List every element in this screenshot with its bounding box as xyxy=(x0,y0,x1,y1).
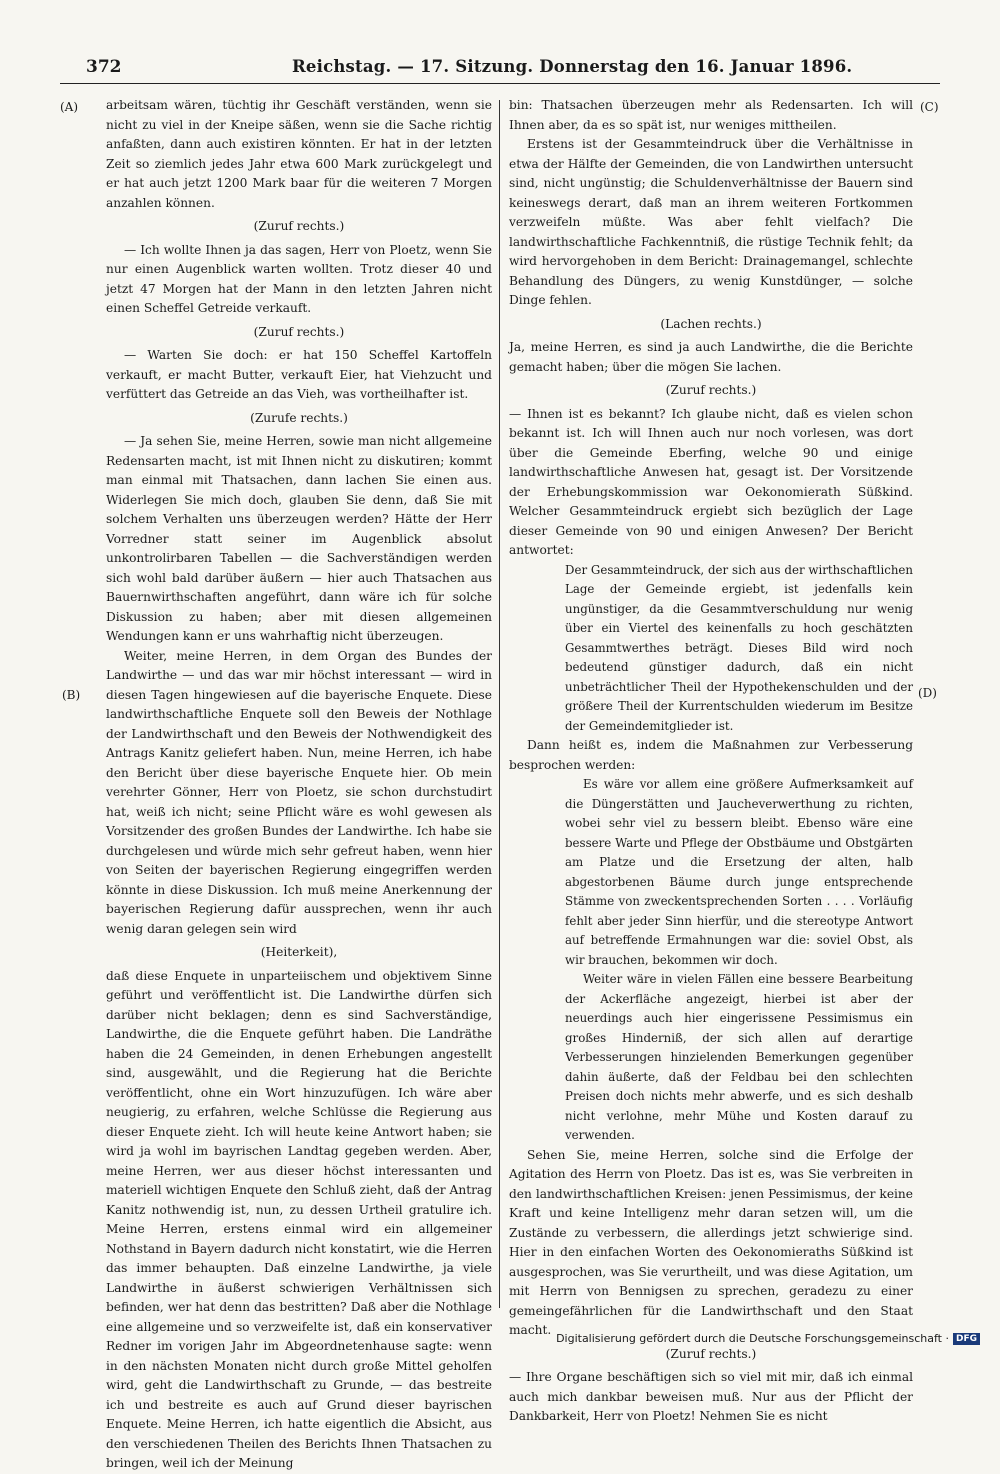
paragraph: Weiter, meine Herren, in dem Organ des Bundes der Landwirthe — und das war mir höchst interessant — wird in diesen Tagen hingewiesen auf die bayerische Enquete. Diese landwirthschaftliche Enquete soll den Beweis der Nothlage der Landwirthschaft und den Beweis der Nothwendigkeit des Antrags Kanitz geliefert haben. Nun, meine Herren, ich habe den Bericht über diese bayerische Enquete hier. Ob mein verehrter Gönner, Herr von Ploetz, sie schon durchstudirt hat, weiß ich nicht; seine Pflicht wäre es wohl gewesen als Vorsitzender des großen Bundes der Landwirthe. Ich habe sie durchgelesen und würde mich sehr gefreut haben, wenn hier von Seiten der bayerischen Regierung eingegriffen werden könnte in diese Diskussion. Ich muß meine Anerkennung der bayerischen Regierung dafür aussprechen, wenn ihr auch wenig daran gelegen sein wird xyxy=(106,648,492,936)
margin-marker-d: (D) xyxy=(918,686,937,700)
footer-text: Digitalisierung gefördert durch die Deutsche Forschungsgemeinschaft · xyxy=(556,1332,949,1345)
paragraph: — Warten Sie doch: er hat 150 Scheffel Kartoffeln verkauft, er macht Butter, verkauft Eier, hat Viehzucht und verfüttert das Getreide an das Vieh, was vortheilhafter ist. xyxy=(106,348,492,401)
paragraph: daß diese Enquete in unparteiischem und objektivem Sinne geführt und veröffentlicht ist. Die Landwirthe dürfen sich darüber nicht beklagen; denn es sind Sachverständige, Landwirthe, die die Enquete geführt haben. Die Landräthe haben die 24 Gemeinden, in denen Erhebungen angestellt sind, ausgewählt, und die Regierung hat die Berichte veröffentlicht, ohne ein Wort hinzuzufügen. Ich wäre aber neugierig, zu erfahren, welche Schlüsse die Regierung aus dieser Enquete zieht. Ich will heute keine Antwort haben; sie wird ja wohl im bayrischen Landtag gegeben werden. Aber, meine Herren, wer aus dieser höchst interessanten und materiell wichtigen Enquete den Schluß zieht, daß der Antrag Kanitz nothwendig ist, nun, zu dessen Urtheil gratulire ich. Meine Herren, erstens einmal wird ein allgemeiner Nothstand in Bayern dadurch nicht konstatirt, wie die Herren das immer behaupten. Daß einzelne Landwirthe, ja viele Landwirthe in äußerst schwierigen Verhältnissen sich befinden, wer hat denn das bestritten? Daß aber die Nothlage eine allgemeine und so verzweifelte ist, daß ein konservativer Redner im vorigen Jahr im Abgeordnetenhause sagte: wenn in den nächsten Monaten nicht durch große Mittel geholfen wird, geht die Landwirthschaft zu Grunde, — das bestreite ich und bestreite es auch auf Grund dieser bayrischen Enquete. Meine Herren, ich hatte eigentlich die Absicht, aus den verschiedenen Theilen des Berichts Ihnen Thatsachen zu bringen, weil ich der Meinung xyxy=(106,968,492,1470)
quoted-passage: Der Gesammteindruck, der sich aus der wirthschaftlichen Lage der Gemeinde ergiebt, ist jedenfalls kein ungünstiger, da die Gesammtverschuldung nur wenig über ein Viertel des keinenfalls zu hoch geschätzten Gesammtwerthes beträgt. Dieses Bild wird noch bedeutend günstiger dadurch, daß ein nicht unbeträchtlicher Theil der Hypothekenschulden und der größere Theil der Kurrentschulden wiederum im Besitze der Gemeindemitglieder ist. xyxy=(565,562,913,733)
interjection: (Zuruf rechts.) xyxy=(665,383,757,397)
margin-marker-c: (C) xyxy=(920,100,939,114)
margin-marker-b: (B) xyxy=(62,688,81,702)
interjection: (Zuruf rechts.) xyxy=(665,1346,757,1361)
paragraph: — Ich wollte Ihnen ja das sagen, Herr von Ploetz, wenn Sie nur einen Augenblick warten wollten. Trotz dieser 40 und jetzt 47 Morgen hat der Mann in den letzten Jahren nicht einen Scheffel Getreide verkauft. xyxy=(106,242,492,315)
footer-credit xyxy=(556,1332,980,1345)
left-column xyxy=(106,96,492,1474)
running-title: Reichstag. — 17. Sitzung. Donnerstag den 16. Januar 1896. xyxy=(292,57,853,76)
dfg-logo: DFG xyxy=(953,1333,980,1345)
interjection: (Heiterkeit), xyxy=(260,945,338,959)
paragraph: Ja, meine Herren, es sind ja auch Landwirthe, die die Berichte gemacht haben; über die mögen Sie lachen. xyxy=(509,340,913,374)
paragraph: Sehen Sie, meine Herren, solche sind die Erfolge der Agitation des Herrn von Ploetz. Das ist es, was Sie verbreiten in den landwirthschaftlichen Kreisen: jenen Pessimismus, der keine Kraft und keine Intelligenz mehr daran setzen will, um die Zustände zu verbessern, die allerdings jetzt schwierige sind. Hier in den einfachen Worten des Oekonomieraths Süßkind ist ausgesprochen, was Sie verurtheilt, und was diese Agitation, um mit Herrn von Bennigsen zu sprechen, geradezu zu einer gemeingefährlichen für die Landwirthschaft und den Staat macht. xyxy=(509,1147,913,1337)
paragraph: — Ihre Organe beschäftigen sich so viel mit mir, daß ich einmal auch mich dankbar beweisen muß. Nur aus der Pflicht der Dankbarkeit, Herr von Ploetz! Nehmen Sie es nicht xyxy=(509,1370,913,1423)
interjection: (Zuruf rechts.) xyxy=(253,219,345,233)
paragraph: Dann heißt es, indem die Maßnahmen zur Verbesserung besprochen werden: xyxy=(509,738,913,772)
paragraph: — Ja sehen Sie, meine Herren, sowie man nicht allgemeine Redensarten macht, ist mit Ihnen nicht zu diskutiren; kommt man einmal mit Thatsachen, dann lachen Sie einen aus. Widerlegen Sie mich doch, glauben Sie denn, daß Sie mit solchem Verhalten uns überzeugen werden? Hätte der Herr Vorredner statt seiner im Augenblick absolut unkontrolirbaren Tabellen — die Sachverständigen werden sich wohl bald darüber äußern — hier auch Thatsachen aus Bauernwirthschaften angeführt, dann wäre ich für solche Diskussion zu haben; aber mit diesen allgemeinen Wendungen kann er uns wahrhaftig nicht überzeugen. xyxy=(106,434,492,643)
quoted-passage: Es wäre vor allem eine größere Aufmerksamkeit auf die Düngerstätten und Jaucheverwerthung zu richten, wobei sehr viel zu bessern bleibt. Ebenso wäre eine bessere Warte und Pflege der Obstbäume und Obstgärten am Platze und die Ersetzung der alten, halb abgestorbenen Bäume durch junge entsprechende Stämme von zweckentsprechenden Sorten . . . . Vorläufig fehlt aber jeder Sinn hierfür, und die stereotype Antwort auf betreffende Ermahnungen war die: soviel Obst, als wir brauchen, bekommen wir doch. xyxy=(565,777,913,967)
paragraph: bin: Thatsachen überzeugen mehr als Redensarten. Ich will Ihnen aber, da es so spät ist, nur weniges mittheilen. xyxy=(509,98,913,132)
paragraph: arbeitsam wären, tüchtig ihr Geschäft verständen, wenn sie nicht zu viel in der Kneipe säßen, wenn sie die Sache richtig anfaßten, dann auch existiren könnten. Er hat in der letzten Zeit so ziemlich jedes Jahr etwa 600 Mark zurückgelegt und er hat auch jetzt 1200 Mark baar für die weiteren 7 Morgen anzahlen können. xyxy=(106,98,492,210)
interjection: (Zuruf rechts.) xyxy=(253,324,345,339)
interjection: (Zurufe rechts.) xyxy=(250,410,348,425)
page-number: 372 xyxy=(86,57,122,77)
right-column xyxy=(509,96,913,1427)
column-divider xyxy=(499,100,500,1308)
paragraph: Erstens ist der Gesammteindruck über die Verhältnisse in etwa der Hälfte der Gemeinden, die von Landwirthen untersucht sind, nicht ungünstig; die Schuldenverhältnisse der Bauern sind keineswegs derart, daß man an ihrem weiteren Fortkommen verzweifeln müßte. Was aber fehlt vielfach? Die landwirthschaftliche Fachkenntniß, die rüstige Technik fehlt; da wird hervorgehoben in dem Bericht: Drainagemangel, schlechte Behandlung des Düngers, zu wenig Kunstdünger, — solche Dinge fehlen. xyxy=(509,137,913,307)
paragraph: — Ihnen ist es bekannt? Ich glaube nicht, daß es vielen schon bekannt ist. Ich will Ihnen auch nur noch vorlesen, was dort über die Gemeinde Eberfing, welche 90 und einige landwirthschaftliche Anwesen hat, gesagt ist. Der Vorsitzende der Erhebungskommission war Oekonomierath Süßkind. Welcher Gesammteindruck ergiebt sich bezüglich der Lage dieser Gemeinde von 90 und einigen Anwesen? Der Bericht antwortet: xyxy=(509,406,913,557)
page-header xyxy=(60,57,940,84)
interjection: (Lachen rechts.) xyxy=(660,316,762,331)
margin-marker-a: (A) xyxy=(60,100,79,114)
quoted-passage: Weiter wäre in vielen Fällen eine bessere Bearbeitung der Ackerfläche angezeigt, hierbei ist aber der neuerdings auch hier eingerissene Pessimismus ein großes Hinderniß, der sich allen auf derartige Verbesserungen hinzielenden Bemerkungen gegenüber dahin äußerte, daß der Feldbau bei den schlechten Preisen doch nichts mehr abwerfe, und es sich deshalb nicht verlohne, mehr Mühe und Kosten darauf zu verwenden. xyxy=(565,972,913,1142)
